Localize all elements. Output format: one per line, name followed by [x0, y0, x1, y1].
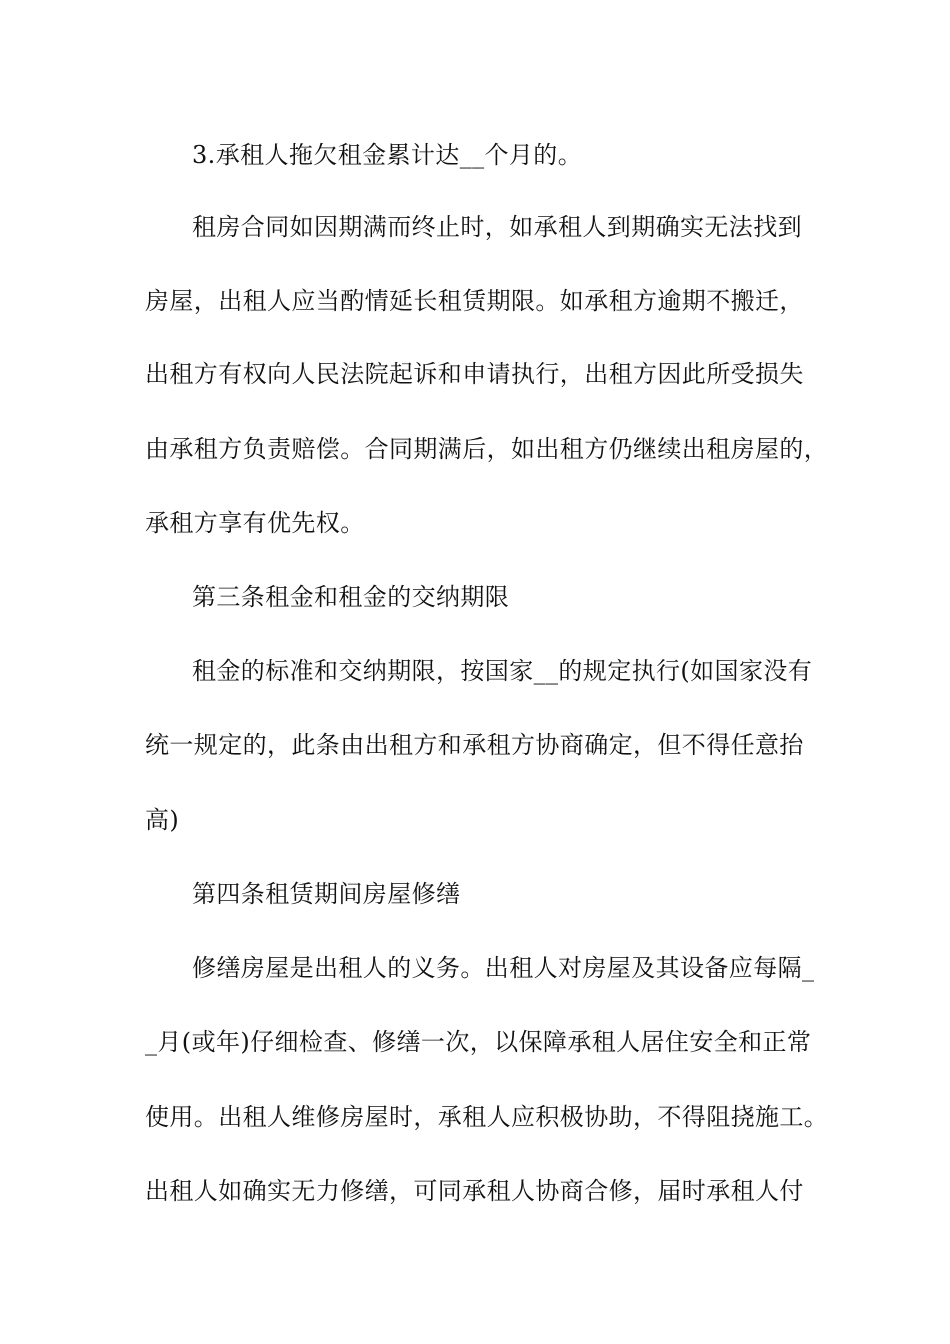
paragraph-line: 统一规定的，此条由出租方和承租方协商确定，但不得任意抬 — [145, 731, 804, 759]
paragraph-line: 租金的标准和交纳期限，按国家__的规定执行(如国家没有 — [192, 657, 813, 685]
paragraph-line: 修缮房屋是出租人的义务。出租人对房屋及其设备应每隔_ — [192, 954, 815, 982]
section-heading: 第三条租金和租金的交纳期限 — [192, 583, 510, 611]
paragraph-line: 房屋，出租人应当酌情延长租赁期限。如承租方逾期不搬迁， — [145, 287, 804, 315]
paragraph-line: 出租方有权向人民法院起诉和申请执行，出租方因此所受损失 — [145, 360, 804, 388]
paragraph-line: 使用。出租人维修房屋时，承租人应积极协助，不得阻挠施工。 — [145, 1103, 829, 1131]
paragraph-line: 高) — [145, 806, 180, 834]
paragraph-line: 承租方享有优先权。 — [145, 509, 365, 537]
paragraph-line: _月(或年)仔细检查、修缮一次，以保障承租人居住安全和正常 — [145, 1028, 812, 1056]
paragraph-line: 租房合同如因期满而终止时，如承租人到期确实无法找到 — [192, 213, 802, 241]
section-heading: 第四条租赁期间房屋修缮 — [192, 880, 461, 908]
paragraph-line: 由承租方负责赔偿。合同期满后，如出租方仍继续出租房屋的， — [145, 435, 829, 463]
paragraph-line: 出租人如确实无力修缮，可同承租人协商合修，届时承租人付 — [145, 1177, 804, 1205]
paragraph-line: 3.承租人拖欠租金累计达__个月的。 — [192, 141, 583, 169]
